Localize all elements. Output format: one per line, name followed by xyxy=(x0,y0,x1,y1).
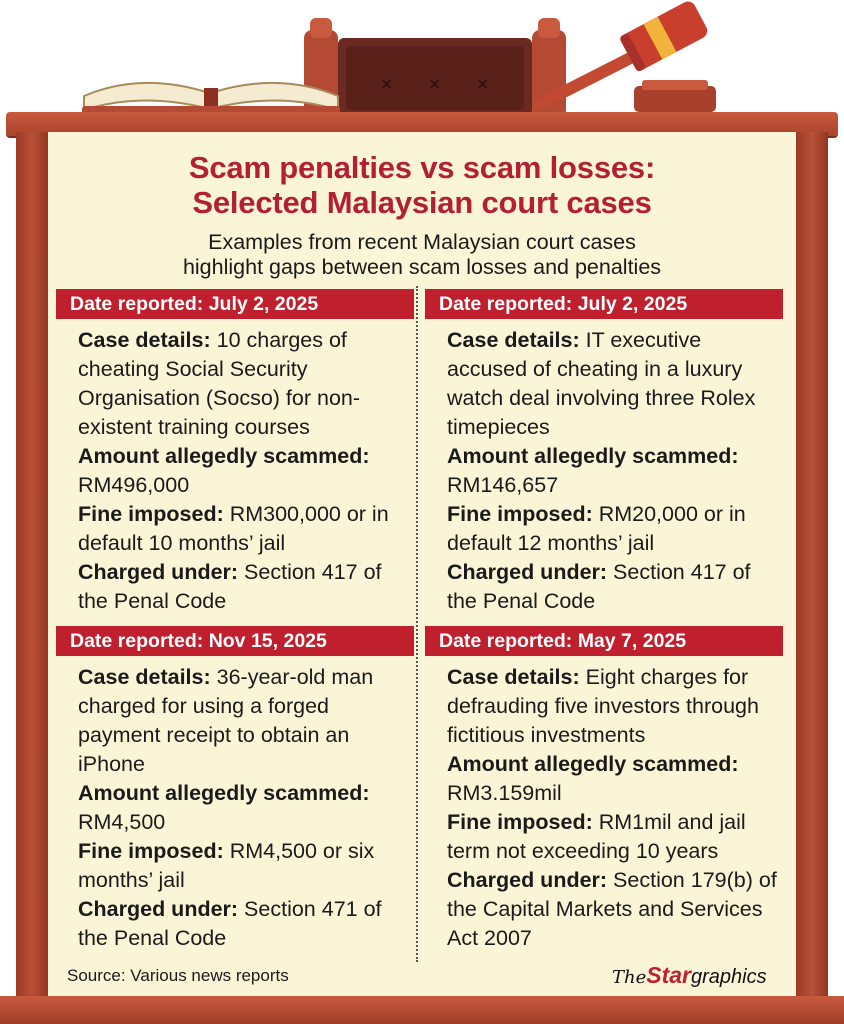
amount-scammed xyxy=(78,442,414,500)
source-note: Source: Various news reports xyxy=(67,966,289,985)
case-details-label: Case details: xyxy=(447,328,580,352)
charged-under xyxy=(78,895,414,953)
date-reported-banner: Date reported: July 2, 2025 xyxy=(425,289,783,319)
svg-text:✕: ✕ xyxy=(380,75,394,94)
amount-scammed xyxy=(447,442,783,500)
charged-under xyxy=(447,558,783,616)
fine-imposed xyxy=(447,808,783,866)
fine-label: Fine imposed: xyxy=(78,839,224,863)
column-divider xyxy=(416,286,418,962)
open-book-illustration xyxy=(80,66,342,114)
case-card xyxy=(425,626,783,953)
the-star-graphics-logo xyxy=(612,962,784,992)
amount-label: Amount allegedly scammed: xyxy=(78,781,370,805)
case-body xyxy=(425,319,783,616)
amount-label: Amount allegedly scammed: xyxy=(447,752,739,776)
case-details xyxy=(447,663,783,750)
amount-value: RM146,657 xyxy=(447,473,559,497)
fine-value: RM300,000 or in default 10 months’ jail xyxy=(78,502,389,555)
charged-under xyxy=(447,866,783,953)
case-details xyxy=(447,326,783,442)
bench-right-pillar xyxy=(796,132,828,1024)
charged-value: Section 417 of the Penal Code xyxy=(78,560,382,613)
bench-bottom-rail xyxy=(0,996,844,1024)
svg-text:✕: ✕ xyxy=(428,75,442,94)
case-details-text: 10 charges of cheating Social Security Organisation (Socso) for non-existent training courses xyxy=(78,328,361,439)
case-card xyxy=(425,289,783,616)
fine-label: Fine imposed: xyxy=(447,502,593,526)
brand-graphics: graphics xyxy=(691,966,767,988)
date-reported-banner: Date reported: Nov 15, 2025 xyxy=(56,626,414,656)
page-subtitle: Examples from recent Malaysian court cases xyxy=(208,230,636,254)
amount-label: Amount allegedly scammed: xyxy=(78,444,370,468)
amount-value: RM4,500 xyxy=(78,810,166,834)
amount-scammed xyxy=(447,750,783,808)
amount-label: Amount allegedly scammed: xyxy=(447,444,739,468)
fine-value: RM4,500 or six months’ jail xyxy=(78,839,375,892)
case-body xyxy=(425,656,783,953)
case-details-label: Case details: xyxy=(447,665,580,689)
fine-label: Fine imposed: xyxy=(78,502,224,526)
case-details xyxy=(78,326,414,442)
case-details xyxy=(78,663,414,779)
amount-scammed xyxy=(78,779,414,837)
brand-the: The xyxy=(612,967,647,988)
charged-value: Section 417 of the Penal Code xyxy=(447,560,751,613)
page-title: Scam penalties vs scam losses: xyxy=(188,150,656,185)
case-card xyxy=(56,289,414,616)
charged-label: Charged under: xyxy=(447,560,608,584)
case-body xyxy=(56,656,414,953)
case-details-label: Case details: xyxy=(78,328,211,352)
case-body xyxy=(56,319,414,616)
charged-label: Charged under: xyxy=(447,868,608,892)
fine-imposed xyxy=(78,837,414,895)
gavel-icon xyxy=(530,0,730,116)
brand-star: Star xyxy=(646,962,692,988)
page-title-line2: Selected Malaysian court cases xyxy=(192,185,652,220)
charged-label: Charged under: xyxy=(78,560,239,584)
fine-value: RM20,000 or in default 12 months’ jail xyxy=(447,502,746,555)
case-details-text: IT executive accused of cheating in a luxury watch deal involving three Rolex timepieces xyxy=(447,328,756,439)
charged-under xyxy=(78,558,414,616)
fine-imposed xyxy=(447,500,783,558)
page-subtitle-line2: highlight gaps between scam losses and penalties xyxy=(182,255,662,279)
fine-label: Fine imposed: xyxy=(447,810,593,834)
case-details-text: 36-year-old man charged for using a forged payment receipt to obtain an iPhone xyxy=(78,665,374,776)
case-details-label: Case details: xyxy=(78,665,211,689)
case-card xyxy=(56,626,414,953)
amount-value: RM3.159mil xyxy=(447,781,562,805)
date-reported-banner: Date reported: July 2, 2025 xyxy=(56,289,414,319)
fine-imposed xyxy=(78,500,414,558)
fine-value: RM1mil and jail term not exceeding 10 years xyxy=(447,810,746,863)
charged-value: Section 471 of the Penal Code xyxy=(78,897,382,950)
case-details-text: Eight charges for defrauding five investors through fictitious investments xyxy=(447,665,759,747)
charged-label: Charged under: xyxy=(78,897,239,921)
amount-value: RM496,000 xyxy=(78,473,190,497)
svg-text:✕: ✕ xyxy=(476,75,490,94)
bench-left-pillar xyxy=(16,132,48,1024)
charged-value: Section 179(b) of the Capital Markets and Services Act 2007 xyxy=(447,868,777,950)
date-reported-banner: Date reported: May 7, 2025 xyxy=(425,626,783,656)
